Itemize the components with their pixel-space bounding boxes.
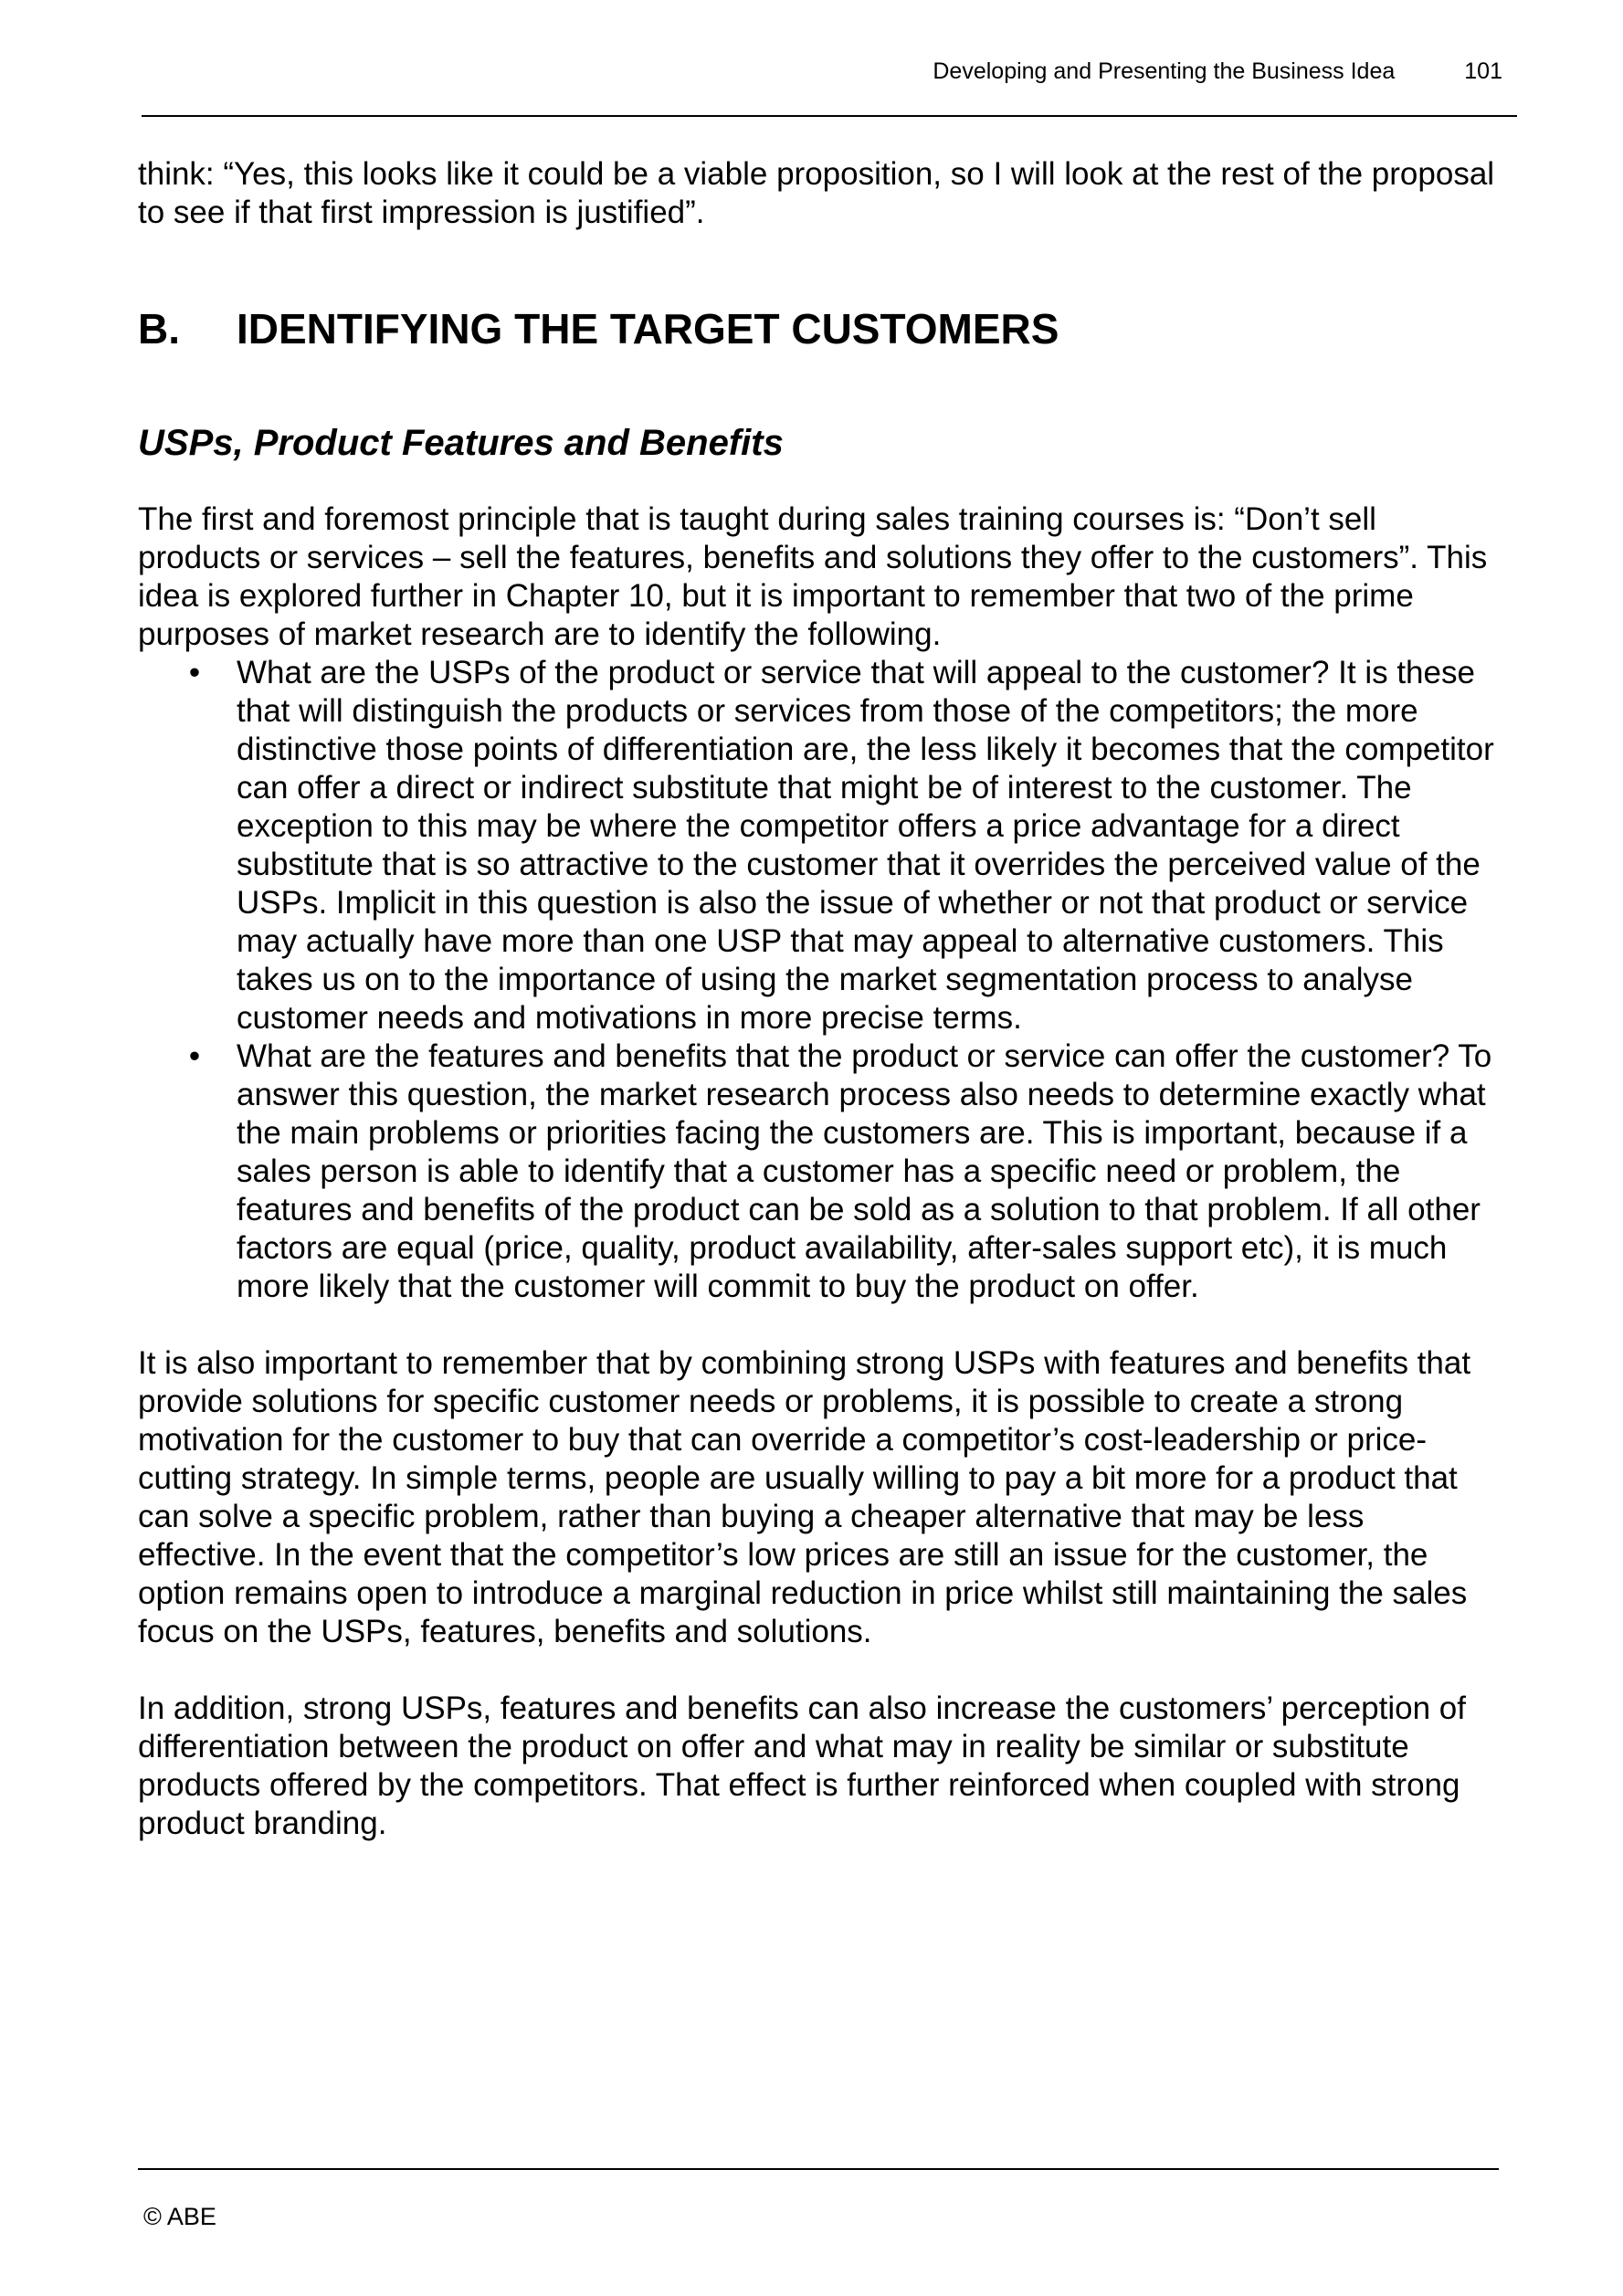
bullet-marker: • <box>188 1038 201 1074</box>
subsection-heading: USPs, Product Features and Benefits <box>138 423 784 463</box>
intro-paragraph: think: “Yes, this looks like it could be a viable proposition, so I will look at the rest of the proposal to see if that first impression is justified”. <box>138 156 1495 230</box>
bullet-item <box>188 1037 1499 1306</box>
section-title: IDENTIFYING THE TARGET CUSTOMERS <box>237 305 1059 353</box>
body-paragraph-3: In addition, strong USPs, features and benefits can also increase the customers’ perception of differentiation between the product on offer and what may in reality be similar or substitute products offered by the competitors. That effect is further reinforced when coupled with strong product branding. <box>138 1690 1466 1841</box>
running-header <box>933 58 1502 85</box>
bullet-text: What are the features and benefits that the product or service can offer the customer? To answer this question, the market research process also needs to determine exactly what the main problems or priorities facing the customers are. This is important, because if a sales person is able to identify that a customer has a specific need or problem, the features and benefits of the product can be sold as a solution to that problem. If all other factors are equal (price, quality, product availability, after-sales support etc), it is much more likely that the customer will commit to buy the product on offer. <box>237 1038 1492 1304</box>
bullet-text: What are the USPs of the product or service that will appeal to the customer? It is these that will distinguish the products or services from those of the competitors; the more distinctive those points of differentiation are, the less likely it becomes that the competitor can offer a direct or indirect substitute that might be of interest to the customer. The exception to this may be where the competitor offers a price advantage for a direct substitute that is so attractive to the customer that it overrides the perceived value of the USPs. Implicit in this question is also the issue of whether or not that product or service may actually have more than one USP that may appeal to alternative customers. This takes us on to the importance of using the market segmentation process to analyse customer needs and motivations in more precise terms. <box>237 655 1494 1036</box>
page-body <box>138 155 1499 1843</box>
bullet-item <box>188 654 1499 1037</box>
bullet-marker: • <box>188 655 201 690</box>
page-number: 101 <box>1464 58 1502 84</box>
footer-copyright: © ABE <box>143 2203 216 2230</box>
section-heading <box>138 303 1499 354</box>
header-divider <box>142 115 1517 117</box>
bullet-list <box>138 654 1499 1306</box>
body-paragraph-2: It is also important to remember that by combining strong USPs with features and benefits that provide solutions for specific customer needs or problems, it is possible to create a strong motivation for the customer to buy that can override a competitor’s cost-leadership or price-cutting strategy. In simple terms, people are usually willing to pay a bit more for a product that can solve a specific problem, rather than buying a cheaper alternative that may be less effective. In the event that the competitor’s low prices are still an issue for the customer, the option remains open to introduce a marginal reduction in price whilst still maintaining the sales focus on the USPs, features, benefits and solutions. <box>138 1345 1471 1649</box>
body-paragraph-1: The first and foremost principle that is taught during sales training courses is: “Don’t sell products or services – sell the features, benefits and solutions they offer to the customers”. This idea is explored further in Chapter 10, but it is important to remember that two of the prime purposes of market research are to identify the following. <box>138 501 1488 652</box>
footer-divider <box>138 2168 1499 2170</box>
running-title: Developing and Presenting the Business Idea <box>933 58 1396 84</box>
section-letter: B. <box>138 305 180 353</box>
